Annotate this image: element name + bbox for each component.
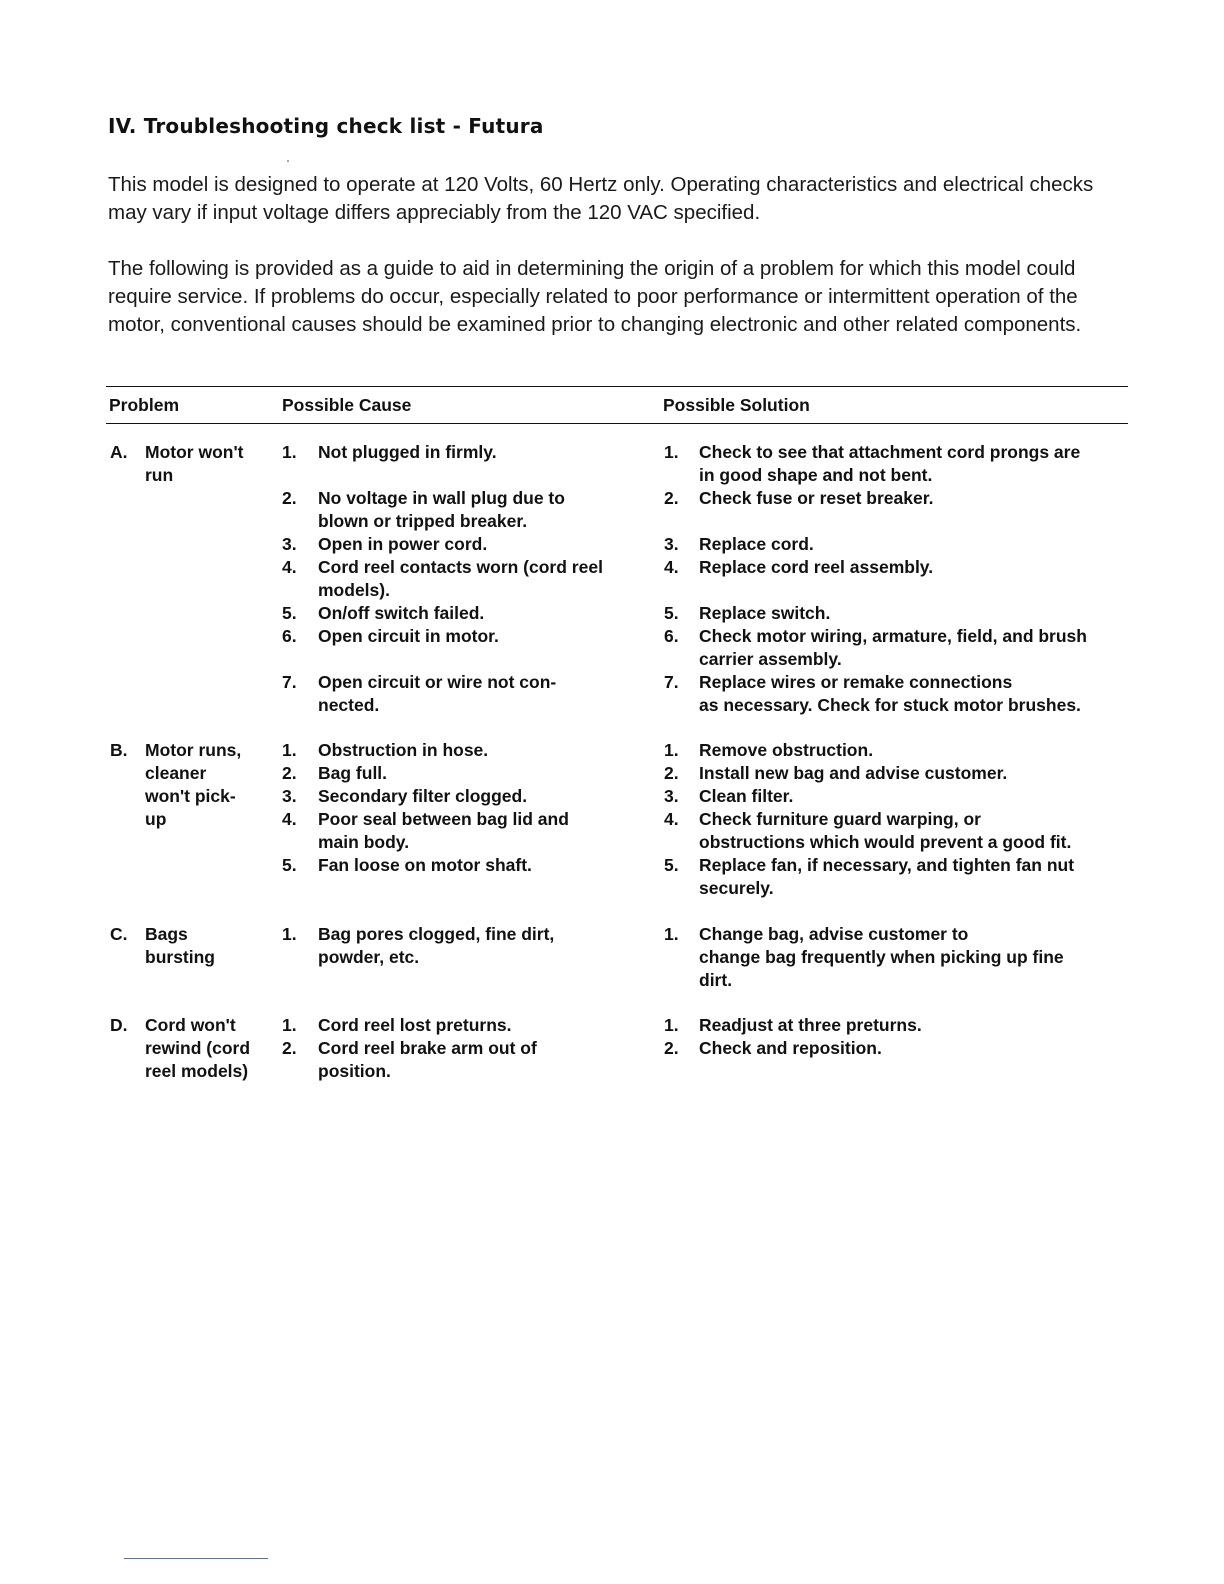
- footer-rule: [124, 1558, 268, 1559]
- problem-text: bursting: [145, 947, 215, 967]
- solution-text: Check motor wiring, armature, field, and brush: [699, 626, 1087, 646]
- cause-number: 1.: [282, 442, 297, 462]
- cause-number: 5.: [282, 603, 297, 623]
- cause-number: 2.: [282, 488, 297, 508]
- cause-text: Open circuit in motor.: [318, 626, 499, 646]
- cause-number: 6.: [282, 626, 297, 646]
- cause-text: No voltage in wall plug due to: [318, 488, 565, 508]
- solution-number: 6.: [664, 626, 679, 646]
- cause-text: models).: [318, 580, 390, 600]
- cause-text: On/off switch failed.: [318, 603, 485, 623]
- cause-text: Bag pores clogged, fine dirt,: [318, 924, 555, 944]
- solution-number: 7.: [664, 672, 679, 692]
- problem-text: Bags: [145, 924, 188, 944]
- solution-text: Replace wires or remake connections: [699, 672, 1013, 692]
- solution-number: 5.: [664, 603, 679, 623]
- problem-text: up: [145, 809, 167, 829]
- cause-number: 7.: [282, 672, 297, 692]
- solution-number: 2.: [664, 763, 679, 783]
- cause-text: Open circuit or wire not con-: [318, 672, 557, 692]
- problem-letter: B.: [110, 740, 128, 760]
- solution-text: Remove obstruction.: [699, 740, 874, 760]
- solution-number: 3.: [664, 534, 679, 554]
- solution-text: Check furniture guard warping, or: [699, 809, 981, 829]
- solution-text: Replace cord reel assembly.: [699, 557, 934, 577]
- solution-text: Check to see that attachment cord prongs are: [699, 442, 1081, 462]
- cause-number: 1.: [282, 1015, 297, 1035]
- cause-text: Cord reel brake arm out of: [318, 1038, 537, 1058]
- cause-number: 4.: [282, 557, 297, 577]
- cause-number: 2.: [282, 763, 297, 783]
- solution-text: securely.: [699, 878, 774, 898]
- solution-number: 1.: [664, 1015, 679, 1035]
- solution-text: Replace switch.: [699, 603, 831, 623]
- solution-number: 5.: [664, 855, 679, 875]
- problem-text: Cord won't: [145, 1015, 236, 1035]
- solution-text: obstructions which would prevent a good fit.: [699, 832, 1072, 852]
- problem-letter: D.: [110, 1015, 128, 1035]
- solution-text: change bag frequently when picking up fine: [699, 947, 1064, 967]
- problem-letter: C.: [110, 924, 128, 944]
- solution-number: 4.: [664, 809, 679, 829]
- cause-text: powder, etc.: [318, 947, 420, 967]
- cause-text: Bag full.: [318, 763, 388, 783]
- solution-text: Readjust at three preturns.: [699, 1015, 922, 1035]
- page-title: IV. Troubleshooting check list - Futura: [108, 114, 544, 138]
- solution-number: 4.: [664, 557, 679, 577]
- solution-number: 3.: [664, 786, 679, 806]
- column-header-problem: Problem: [109, 395, 180, 415]
- cause-text: Open in power cord.: [318, 534, 488, 554]
- problem-text: reel models): [145, 1061, 249, 1081]
- cause-text: main body.: [318, 832, 410, 852]
- intro-paragraph-guide: The following is provided as a guide to aid in determining the origin of a problem for which this model could require service. If problems do occur, especially related to poor performance or intermittent operation of the motor, conventional causes should be examined prior to changing electronic and other related components.: [108, 257, 1082, 336]
- cause-text: nected.: [318, 695, 380, 715]
- solution-text: Install new bag and advise customer.: [699, 763, 1008, 783]
- solution-text: as necessary. Check for stuck motor brushes.: [699, 695, 1081, 715]
- solution-number: 2.: [664, 488, 679, 508]
- problem-text: cleaner: [145, 763, 207, 783]
- cause-text: Not plugged in firmly.: [318, 442, 497, 462]
- cause-text: Cord reel lost preturns.: [318, 1015, 512, 1035]
- solution-number: 2.: [664, 1038, 679, 1058]
- solution-number: 1.: [664, 924, 679, 944]
- cause-text: Secondary filter clogged.: [318, 786, 528, 806]
- solution-number: 1.: [664, 442, 679, 462]
- cause-text: Poor seal between bag lid and: [318, 809, 569, 829]
- solution-text: Check fuse or reset breaker.: [699, 488, 934, 508]
- table-header-rule: [106, 423, 1128, 424]
- cause-number: 1.: [282, 740, 297, 760]
- intro-paragraph-voltage: This model is designed to operate at 120 Volts, 60 Hertz only. Operating characteristics and electrical checks may vary if input voltage differs appreciably from the 120 VAC specified.: [108, 173, 1094, 224]
- cause-number: 2.: [282, 1038, 297, 1058]
- solution-text: carrier assembly.: [699, 649, 842, 669]
- problem-letter: A.: [110, 442, 128, 462]
- solution-text: dirt.: [699, 970, 733, 990]
- solution-text: Change bag, advise customer to: [699, 924, 969, 944]
- problem-text: Motor won't: [145, 442, 244, 462]
- problem-text: run: [145, 465, 174, 485]
- problem-text: rewind (cord: [145, 1038, 251, 1058]
- solution-text: in good shape and not bent.: [699, 465, 933, 485]
- cause-number: 3.: [282, 786, 297, 806]
- solution-text: Clean filter.: [699, 786, 794, 806]
- solution-text: Replace cord.: [699, 534, 814, 554]
- scan-speck: [287, 160, 289, 162]
- cause-number: 5.: [282, 855, 297, 875]
- problem-text: won't pick-: [145, 786, 236, 806]
- solution-text: Replace fan, if necessary, and tighten fan nut: [699, 855, 1075, 875]
- cause-text: Cord reel contacts worn (cord reel: [318, 557, 603, 577]
- column-header-possible-solution: Possible Solution: [663, 395, 810, 415]
- table-top-rule: [106, 386, 1128, 387]
- cause-number: 1.: [282, 924, 297, 944]
- solution-number: 1.: [664, 740, 679, 760]
- cause-text: Obstruction in hose.: [318, 740, 489, 760]
- solution-text: Check and reposition.: [699, 1038, 882, 1058]
- cause-text: position.: [318, 1061, 391, 1081]
- cause-number: 3.: [282, 534, 297, 554]
- cause-text: Fan loose on motor shaft.: [318, 855, 532, 875]
- problem-text: Motor runs,: [145, 740, 242, 760]
- cause-text: blown or tripped breaker.: [318, 511, 528, 531]
- cause-number: 4.: [282, 809, 297, 829]
- column-header-possible-cause: Possible Cause: [282, 395, 412, 415]
